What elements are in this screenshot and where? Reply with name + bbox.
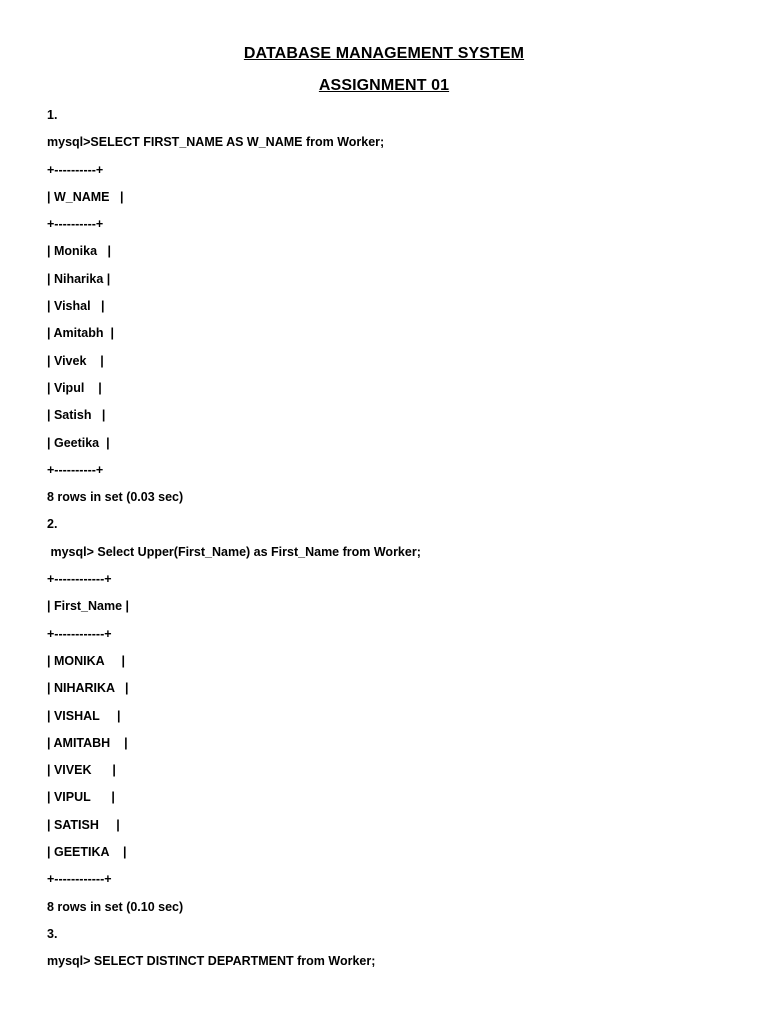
table-row: | GEETIKA |	[47, 845, 127, 860]
question-number-1: 1.	[47, 108, 58, 122]
table-border: +------------+	[47, 872, 112, 887]
table-row: | Vipul |	[47, 380, 102, 395]
table-row: | NIHARIKA |	[47, 681, 129, 696]
table-row: | Niharika |	[47, 271, 111, 286]
table-row: | Vivek |	[47, 353, 104, 368]
query-result-summary: 8 rows in set (0.10 sec)	[47, 899, 184, 914]
table-border: +----------+	[47, 217, 104, 232]
table-row: | MONIKA |	[47, 653, 126, 668]
table-border: +----------+	[47, 162, 104, 177]
table-border: +------------+	[47, 572, 112, 587]
document-body	[47, 107, 747, 981]
table-row: | Satish |	[47, 408, 106, 423]
table-border: +----------+	[47, 462, 104, 477]
table-row: | Amitabh |	[47, 326, 114, 341]
assignment-title: ASSIGNMENT 01	[318, 77, 450, 94]
table-row: | Monika |	[47, 244, 111, 259]
sql-query-3: mysql> SELECT DISTINCT DEPARTMENT from Worker;	[47, 954, 376, 969]
question-number-2: 2.	[47, 517, 58, 532]
table-header: | First_Name |	[47, 599, 130, 614]
table-row: | VIVEK |	[47, 763, 116, 778]
question-number-3: 3.	[47, 926, 58, 941]
table-row: | SATISH |	[47, 817, 120, 832]
sql-query-2: mysql> Select Upper(First_Name) as First_Name from Worker;	[47, 544, 421, 559]
table-row: | Vishal |	[47, 299, 105, 314]
table-header: | W_NAME |	[47, 189, 124, 204]
query-result-summary: 8 rows in set (0.03 sec)	[47, 490, 184, 505]
sql-query-1: mysql>SELECT FIRST_NAME AS W_NAME from Worker;	[47, 135, 385, 150]
table-row: | VIPUL |	[47, 790, 115, 805]
document-title: DATABASE MANAGEMENT SYSTEM	[243, 45, 525, 62]
table-row: | Geetika |	[47, 435, 110, 450]
table-row: | AMITABH |	[47, 735, 128, 750]
table-row: | VISHAL |	[47, 708, 121, 723]
table-border: +------------+	[47, 626, 112, 641]
